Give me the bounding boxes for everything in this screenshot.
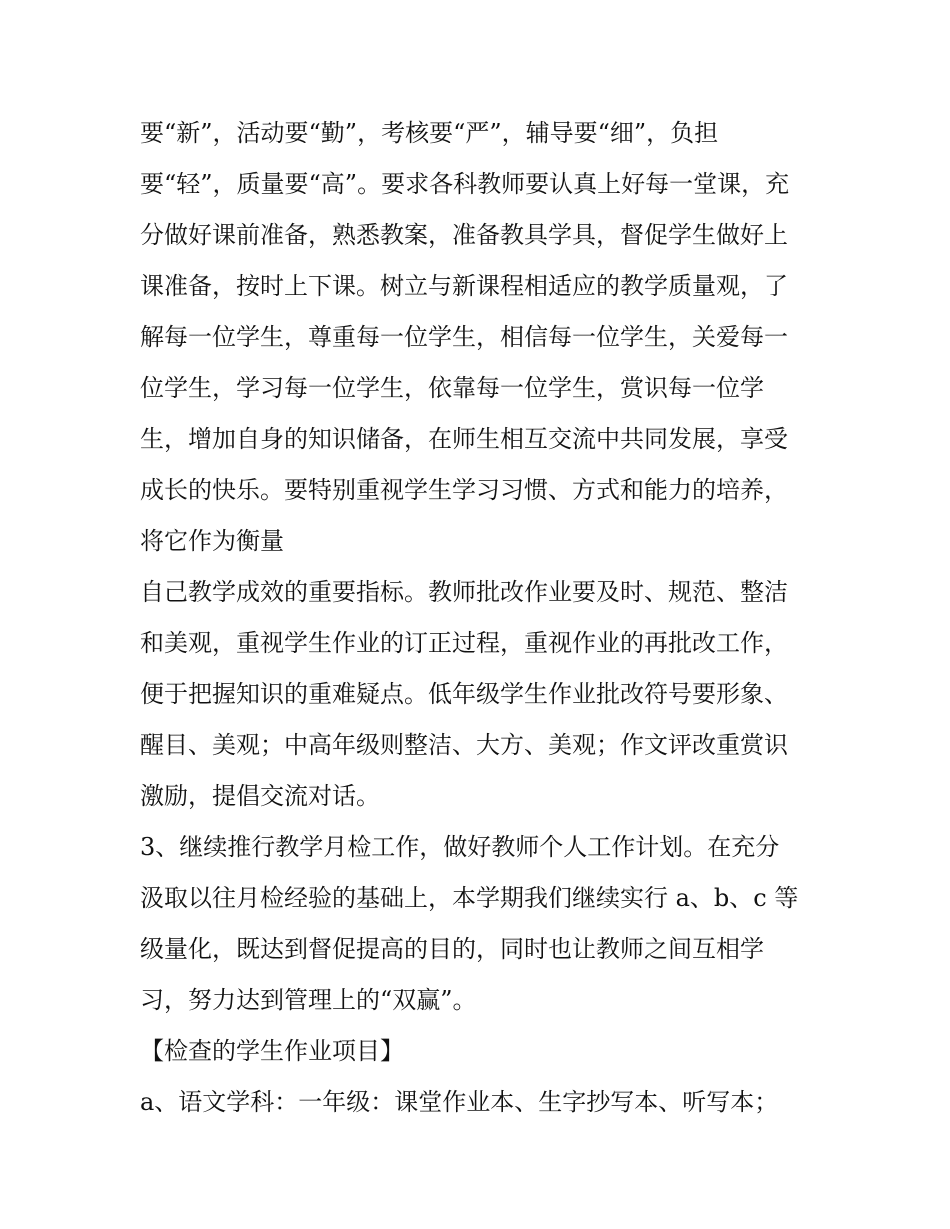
text-line: a、语文学科：一年级：课堂作业本、生字抄写本、听写本； xyxy=(140,1088,779,1116)
text-line: 要“新”，活动要“勤”，考核要“严”，辅导要“细”，负担 xyxy=(140,119,719,147)
section-heading: 【检查的学生作业项目】 xyxy=(140,1037,404,1065)
text-line: 激励，提倡交流对话。 xyxy=(140,782,380,810)
text-line: 课准备，按时上下课。树立与新课程相适应的教学质量观，了 xyxy=(140,272,788,300)
text-line: 级量化，既达到督促提高的目的，同时也让教师之间互相学 xyxy=(140,935,764,963)
text-line: 和美观，重视学生作业的订正过程，重视作业的再批改工作， xyxy=(140,629,788,657)
text-line: 自己教学成效的重要指标。教师批改作业要及时、规范、整洁 xyxy=(140,578,788,606)
text-line: 3、继续推行教学月检工作，做好教师个人工作计划。在充分 xyxy=(140,833,780,861)
text-line: 将它作为衡量 xyxy=(140,527,284,555)
text-line: 生，增加自身的知识储备，在师生相互交流中共同发展，享受 xyxy=(140,425,788,453)
text-line: 解每一位学生，尊重每一位学生，相信每一位学生，关爱每一 xyxy=(140,323,788,351)
text-line: 成长的快乐。要特别重视学生学习习惯、方式和能力的培养， xyxy=(140,476,788,504)
text-line: 分做好课前准备，熟悉教案，准备教具学具，督促学生做好上 xyxy=(140,221,788,249)
text-line: 位学生，学习每一位学生，依靠每一位学生，赏识每一位学 xyxy=(140,374,764,402)
text-line: 便于把握知识的重难疑点。低年级学生作业批改符号要形象、 xyxy=(140,680,788,708)
document-body xyxy=(140,108,820,1128)
text-line: 醒目、美观；中高年级则整洁、大方、美观；作文评改重赏识 xyxy=(140,731,788,759)
text-line: 汲取以往月检经验的基础上，本学期我们继续实行 a、b、c 等 xyxy=(140,884,799,912)
text-line: 习，努力达到管理上的“双赢”。 xyxy=(140,986,477,1014)
text-line: 要“轻”，质量要“高”。要求各科教师要认真上好每一堂课，充 xyxy=(140,170,790,198)
